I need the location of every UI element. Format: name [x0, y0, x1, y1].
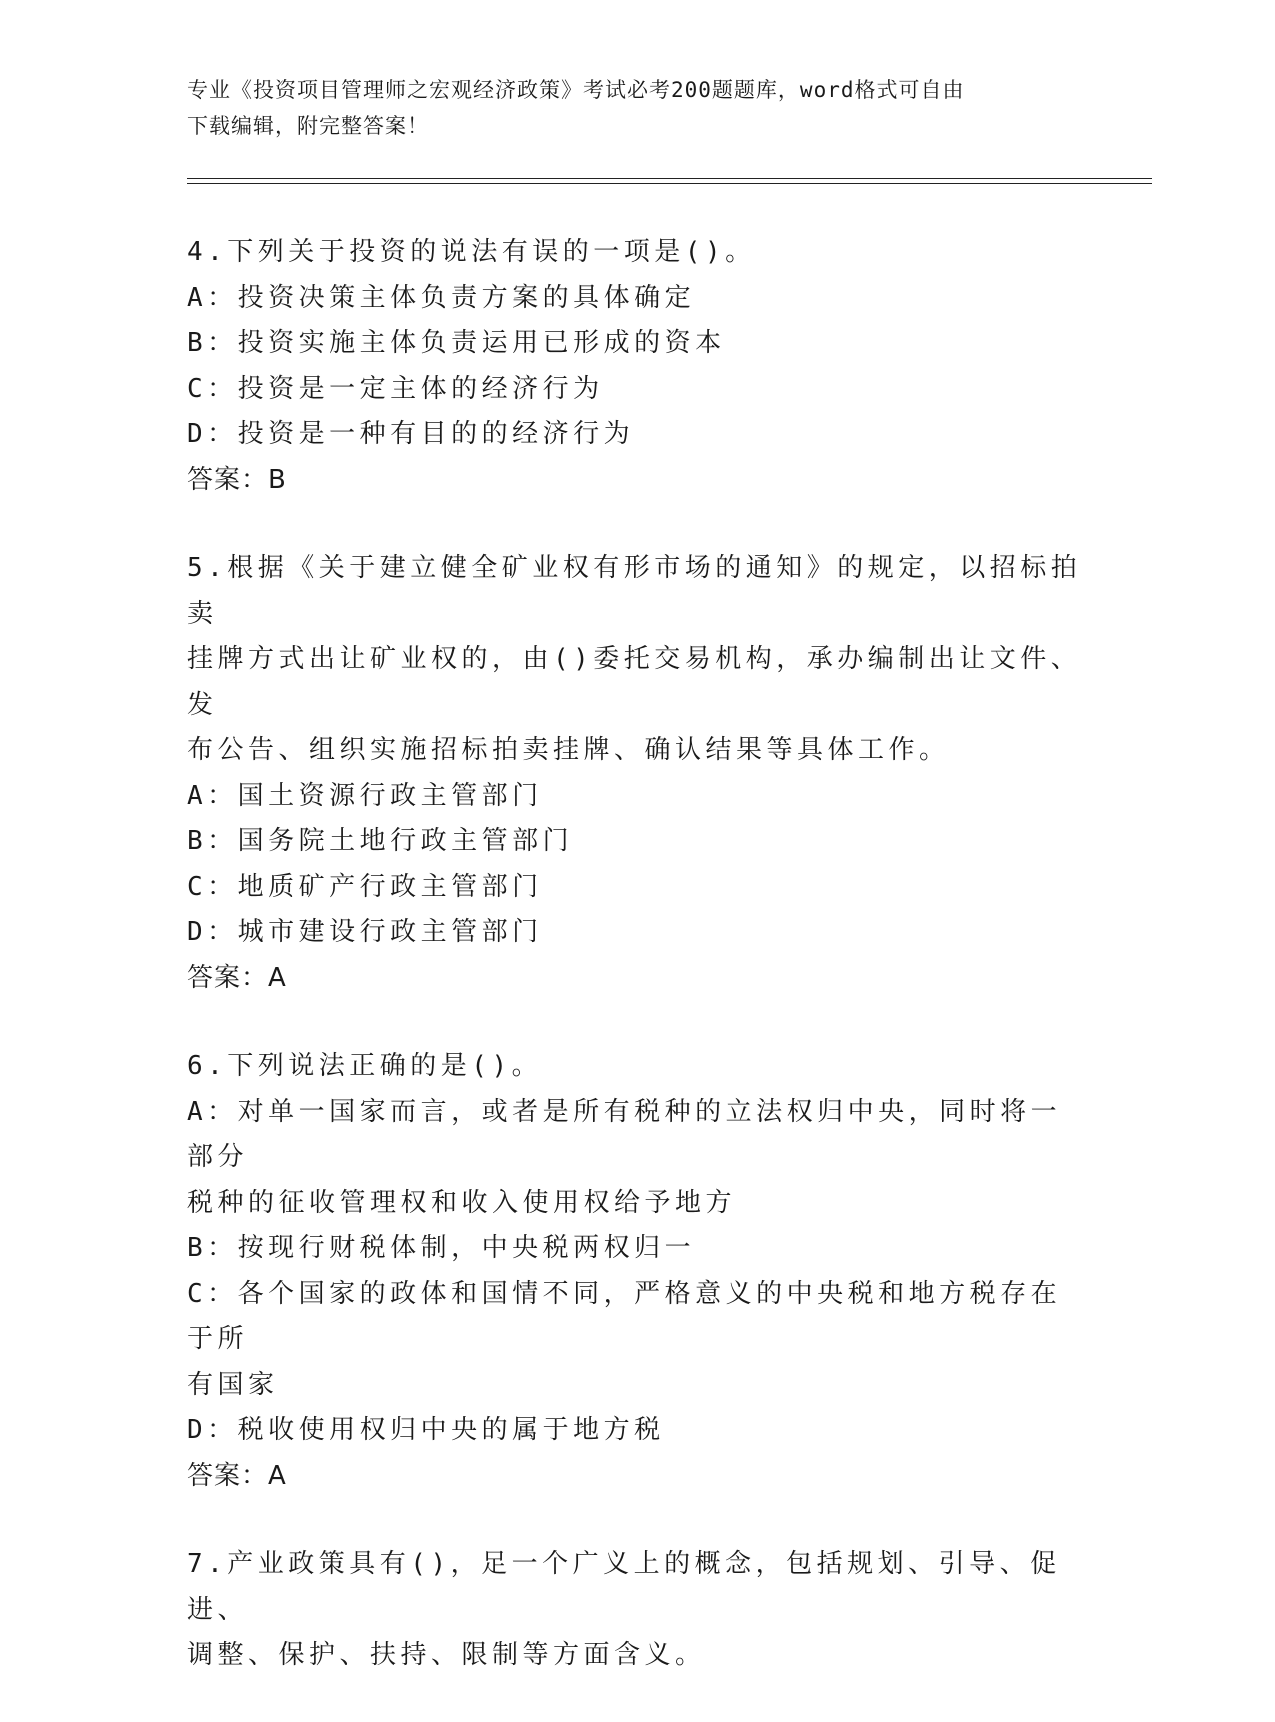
question-block	[187, 230, 1087, 503]
option-line: C：地质矿产行政主管部门	[187, 871, 543, 902]
question-stem-line: 挂牌方式出让矿业权的，由()委托交易机构，承办编制出让文件、发	[187, 644, 1082, 720]
option-line: 税种的征收管理权和收入使用权给予地方	[187, 1187, 737, 1218]
document-header	[187, 72, 1087, 144]
header-line-1: 专业《投资项目管理师之宏观经济政策》考试必考200题题库，word格式可自由	[187, 78, 965, 102]
question-stem-line: 调整、保护、扶持、限制等方面含义。	[187, 1640, 706, 1670]
question-stem-line: 6.下列说法正确的是()。	[187, 1051, 543, 1081]
question-list	[187, 230, 1087, 1722]
option-line: D：税收使用权归中央的属于地方税	[187, 1415, 665, 1445]
header-line-2: 下载编辑，附完整答案！	[187, 114, 429, 138]
answer-line: 答案：A	[187, 1460, 287, 1491]
header-divider-bottom	[187, 183, 1152, 184]
option-line: C：各个国家的政体和国情不同，严格意义的中央税和地方税存在于所	[187, 1278, 1062, 1354]
question-stem-line: 5.根据《关于建立健全矿业权有形市场的通知》的规定，以招标拍卖	[187, 553, 1082, 629]
option-line: C：投资是一定主体的经济行为	[187, 373, 604, 404]
option-line: D：城市建设行政主管部门	[187, 917, 543, 947]
option-line: A：投资决策主体负责方案的具体确定	[187, 282, 696, 313]
answer-line: 答案：B	[187, 464, 287, 495]
question-stem-line: 4.下列关于投资的说法有误的一项是()。	[187, 237, 756, 267]
option-line: B：按现行财税体制，中央税两权归一	[187, 1233, 696, 1263]
answer-line: 答案：A	[187, 962, 287, 993]
option-line: B：国务院土地行政主管部门	[187, 826, 574, 856]
option-line: A：对单一国家而言，或者是所有税种的立法权归中央，同时将一部分	[187, 1096, 1062, 1172]
option-line: B：投资实施主体负责运用已形成的资本	[187, 328, 726, 358]
question-block	[187, 546, 1087, 1001]
question-stem-line: 7.产业政策具有()，足一个广义上的概念，包括规划、引导、促进、	[187, 1549, 1061, 1625]
option-line: A：国土资源行政主管部门	[187, 780, 543, 811]
question-block	[187, 1542, 1087, 1679]
option-line: 有国家	[187, 1369, 279, 1400]
question-stem-line: 布公告、组织实施招标拍卖挂牌、确认结果等具体工作。	[187, 735, 950, 765]
option-line: D：投资是一种有目的的经济行为	[187, 419, 635, 449]
question-block	[187, 1044, 1087, 1499]
header-divider-top	[187, 178, 1152, 179]
